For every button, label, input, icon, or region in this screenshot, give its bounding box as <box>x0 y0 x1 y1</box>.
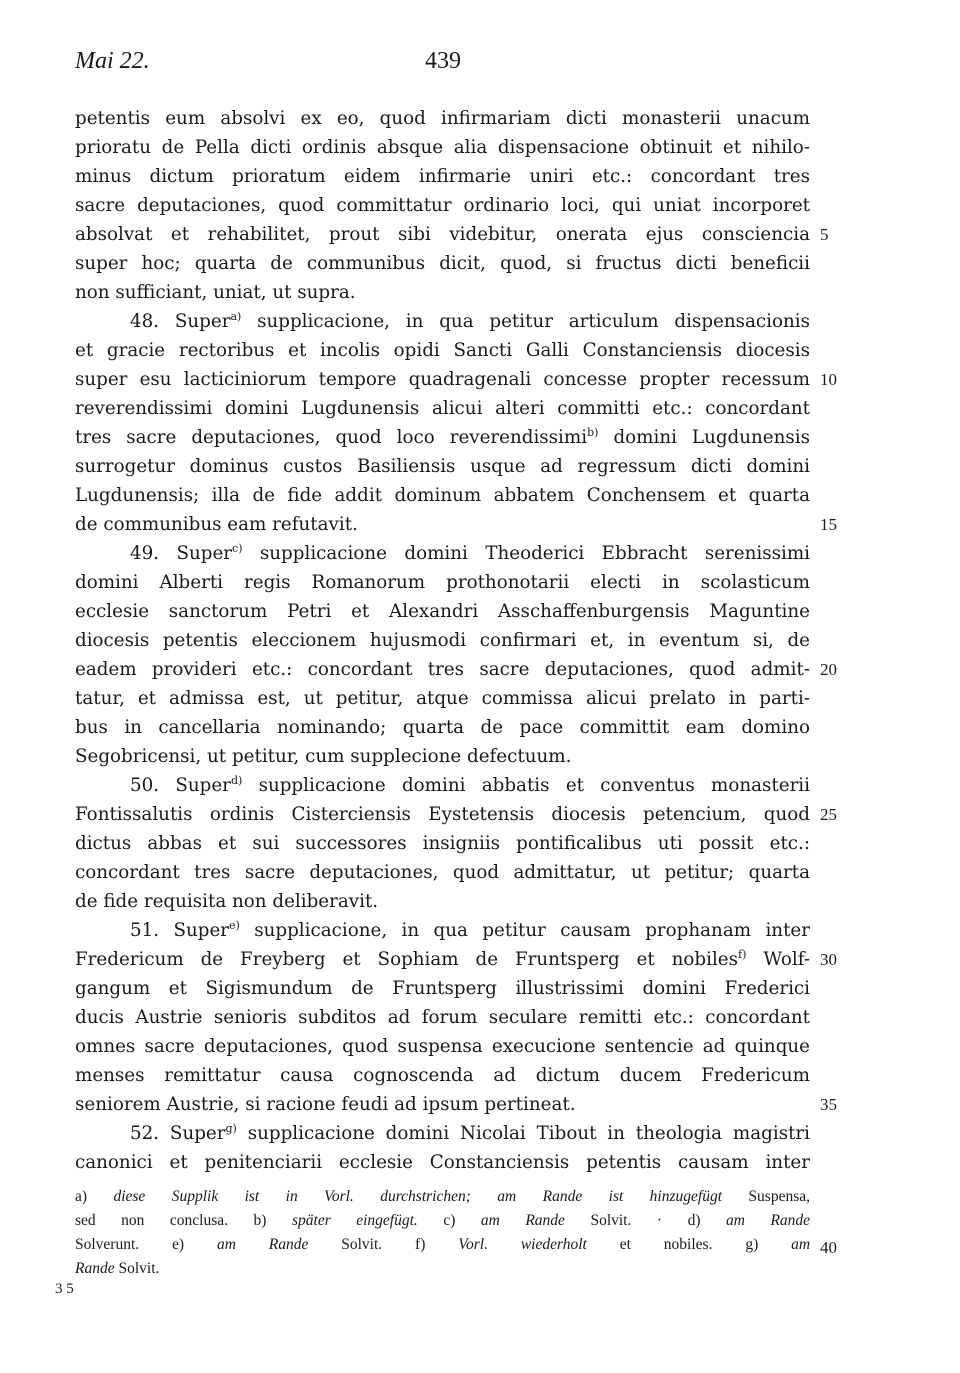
text-line: petentis eum absolvi ex eo, quod infirmariam dicti monasterii unacum <box>75 108 810 129</box>
line-number: 35 <box>820 1095 837 1114</box>
line-number: 10 <box>820 370 837 389</box>
text-line: domini Alberti regis Romanorum prothonotarii electi in scolasticum <box>75 572 810 593</box>
text-line: menses remittatur causa cognoscenda ad dictum ducem Fredericum <box>75 1065 810 1086</box>
footnote-text: am Rande <box>480 1212 565 1229</box>
note-mark: a) <box>230 309 242 323</box>
text-segment: domini Lugdunensis <box>613 427 811 448</box>
footnote-text: Solverunt. <box>75 1236 140 1253</box>
text-line: gangum et Sigismundum de Fruntsperg illustrissimi domini Frederici <box>75 978 810 999</box>
footnote-text: Solvit. <box>590 1212 632 1229</box>
note-mark: d) <box>230 773 243 787</box>
entry-text: supplicacione domini Nicolai Tibout in theologia magistri <box>247 1123 811 1144</box>
text-line: absolvat et rehabilitet, prout sibi videbitur, onerata ejus consciencia <box>75 224 810 245</box>
footnote-text: am Rande <box>726 1212 811 1229</box>
text-line: et gracie rectoribus et incolis opidi Sancti Galli Constanciensis diocesis <box>75 340 810 361</box>
footnote-text: Vorl. wiederholt <box>458 1236 587 1253</box>
text-line: non sufficiant, uniat, ut supra. <box>75 282 356 303</box>
text-line: prioratu de Pella dicti ordinis absque alia dispensacione obtinuit et nihilo- <box>75 137 810 158</box>
footnote-text: später eingefügt. <box>291 1212 418 1229</box>
text-line: tatur, et admissa est, ut petitur, atque commissa alicui prelato in parti- <box>75 688 810 709</box>
line-number: 5 <box>820 225 829 244</box>
footnote-text: Rande <box>75 1260 115 1277</box>
entry-48 <box>130 307 810 337</box>
text-line: canonici et penitenciarii ecclesie Constanciensis petentis causam inter <box>75 1152 810 1173</box>
entry-lead: 50. Super <box>130 775 231 796</box>
text-segment: Wolf- <box>763 949 811 970</box>
header-date: Mai 22. <box>75 48 150 74</box>
note-mark: f) <box>738 947 747 961</box>
entry-lead: 51. Super <box>130 920 230 941</box>
footnote-line <box>75 1233 810 1257</box>
entry-51 <box>130 916 810 946</box>
line-number: 20 <box>820 660 837 679</box>
footnote-line: sed non conclusa. b) später eingefügt. c) am Rande Solvit. · d) am Rande <box>75 1212 811 1229</box>
footnote-text: et nobiles. <box>619 1236 713 1253</box>
text-line: omnes sacre deputaciones, quod suspensa execucione sentencie ad quinque <box>75 1036 810 1057</box>
text-line: reverendissimi domini Lugdunensis alicui alteri committi etc.: concordant <box>75 398 810 419</box>
line-number: 30 <box>820 950 837 969</box>
text-line: sacre deputaciones, quod committatur ordinario loci, qui uniat incorporet <box>75 195 810 216</box>
note-mark: g) <box>225 1121 237 1135</box>
entry-50 <box>130 771 810 801</box>
text-line: ducis Austrie senioris subditos ad forum seculare remitti etc.: concordant <box>75 1007 810 1028</box>
text-line: super esu lacticiniorum tempore quadragenali concesse propter recessum <box>75 369 810 390</box>
line-number: 15 <box>820 515 837 534</box>
footnote-text: Suspensa, <box>748 1188 810 1205</box>
footnote-line <box>75 1257 810 1281</box>
entry-text: supplicacione domini abbatis et conventus monasterii <box>258 775 810 796</box>
line-number: 40 <box>820 1238 837 1257</box>
footnote-line <box>75 1185 810 1209</box>
note-mark: b) <box>587 425 599 439</box>
footnote-mark: d) <box>687 1212 701 1229</box>
signature-mark: 3 5 <box>55 1281 74 1297</box>
entry-49 <box>130 539 810 569</box>
text-line: Fontissalutis ordinis Cisterciensis Eystetensis diocesis petencium, quod <box>75 804 810 825</box>
text-line: de communibus eam refutavit. <box>75 514 358 535</box>
line-number: 25 <box>820 805 837 824</box>
footnote-text: diese Supplik ist in Vorl. durchstrichen; am Rande ist hinzugefügt <box>113 1188 723 1205</box>
text-line: Lugdunensis; illa de fide addit dominum abbatem Conchensem et quarta <box>75 485 810 506</box>
footnote-mark: e) <box>172 1236 185 1253</box>
footnote-text: am <box>791 1236 811 1253</box>
entry-text: supplicacione, in qua petitur causam prophanam inter <box>254 920 810 941</box>
footnote-mark: g) <box>745 1236 759 1253</box>
footnote-mark: b) <box>253 1212 267 1229</box>
text-segment: tres sacre deputaciones, quod loco reverendissimi <box>75 427 588 448</box>
note-mark: e) <box>229 918 240 932</box>
entry-52 <box>130 1119 810 1149</box>
text-line: ecclesie sanctorum Petri et Alexandri Asschaffenburgensis Maguntine <box>75 601 810 622</box>
text-line: diocesis petentis eleccionem hujusmodi confirmari et, in eventum si, de <box>75 630 810 651</box>
text-line: dictus abbas et sui successores insigniis pontificalibus uti possit etc.: <box>75 833 810 854</box>
note-mark: c) <box>232 541 243 555</box>
text-line: minus dictum prioratum eidem infirmarie uniri etc.: concordant tres <box>75 166 810 187</box>
text-line <box>75 423 810 453</box>
entry-lead: 49. Super <box>130 543 233 564</box>
page-number: 439 <box>425 48 461 74</box>
text-line: Segobricensi, ut petitur, cum supplecione defectuum. <box>75 746 572 767</box>
footnote-text: sed non conclusa. <box>75 1212 229 1229</box>
text-line: eadem provideri etc.: concordant tres sacre deputaciones, quod admit- <box>75 659 810 680</box>
text-line: de fide requisita non deliberavit. <box>75 891 379 912</box>
footnote-mark: f) <box>415 1236 426 1253</box>
text-line: bus in cancellaria nominando; quarta de pace committit eam domino <box>75 717 810 738</box>
text-line: seniorem Austrie, si racione feudi ad ipsum pertineat. <box>75 1094 576 1115</box>
entry-text: supplicacione, in qua petitur articulum dispensacionis <box>257 311 810 332</box>
text-line: surrogetur dominus custos Basiliensis usque ad regressum dicti domini <box>75 456 810 477</box>
footnote-text: am Rande <box>216 1236 309 1253</box>
text-segment: Fredericum de Freyberg et Sophiam de Fruntsperg et nobiles <box>75 949 739 970</box>
footnote-text: Solvit. <box>341 1236 383 1253</box>
entry-text: supplicacione domini Theoderici Ebbracht serenissimi <box>259 543 811 564</box>
footnote-text: Solvit. <box>118 1260 160 1277</box>
text-line: concordant tres sacre deputaciones, quod admittatur, ut petitur; quarta <box>75 862 810 883</box>
entry-lead: 52. Super <box>130 1123 226 1144</box>
entry-lead: 48. Super <box>130 311 231 332</box>
text-line <box>75 945 810 975</box>
footnote-mark: a) <box>75 1188 88 1205</box>
footnote-mark: c) <box>443 1212 456 1229</box>
text-line: super hoc; quarta de communibus dicit, quod, si fructus dicti beneficii <box>75 253 810 274</box>
page-header <box>75 48 810 78</box>
